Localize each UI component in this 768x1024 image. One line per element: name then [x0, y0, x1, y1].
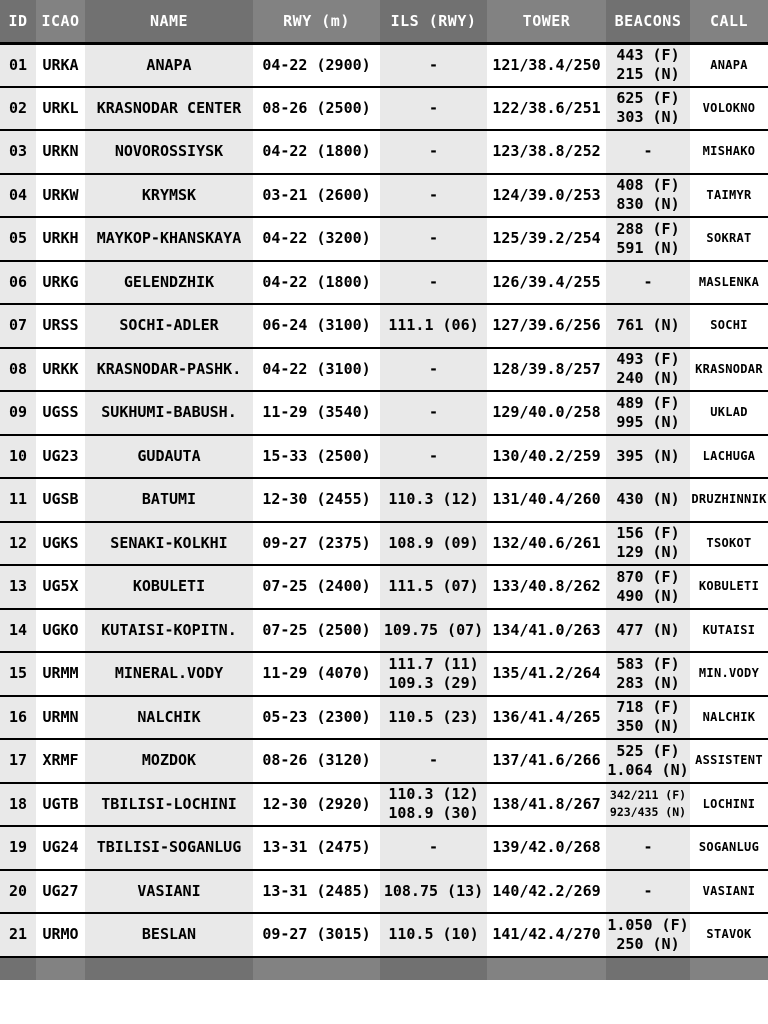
cell-line: 493 (F) — [616, 350, 680, 369]
cell-name: KUTAISI-KOPITN. — [85, 609, 253, 653]
cell-call: SOGANLUG — [690, 826, 768, 870]
cell-name: MOZDOK — [85, 739, 253, 783]
cell-tower: 132/40.6/261 — [487, 522, 606, 566]
cell-line: - — [428, 185, 439, 204]
cell-icao: UG24 — [36, 826, 85, 870]
cell-name: VASIANI — [85, 870, 253, 914]
cell-line: 109.75 (07) — [383, 620, 484, 639]
cell-icao: URSS — [36, 304, 85, 348]
cell-id: 18 — [0, 783, 36, 827]
cell-line: 525 (F) — [616, 741, 680, 760]
cell-line: 215 (N) — [616, 65, 680, 83]
cell-ils — [380, 348, 487, 392]
footer-band-rwy — [253, 958, 380, 980]
cell-line: 443 (F) — [616, 46, 680, 64]
cell-ils — [380, 478, 487, 522]
cell-beacons — [606, 391, 690, 435]
cell-call: ANAPA — [690, 43, 768, 87]
cell-id: 21 — [0, 913, 36, 957]
cell-line: - — [428, 446, 439, 465]
table-row — [0, 478, 768, 522]
cell-beacons — [606, 304, 690, 348]
cell-rwy: 07-25 (2500) — [253, 609, 380, 653]
cell-beacons — [606, 913, 690, 957]
cell-rwy: 11-29 (3540) — [253, 391, 380, 435]
footer-band-ils — [380, 958, 487, 980]
cell-name: SENAKI-KOLKHI — [85, 522, 253, 566]
cell-tower: 138/41.8/267 — [487, 783, 606, 827]
cell-ils — [380, 261, 487, 305]
cell-line: 240 (N) — [616, 369, 680, 388]
footer-band — [0, 958, 768, 980]
table-row — [0, 913, 768, 957]
cell-icao: UGKS — [36, 522, 85, 566]
cell-id: 17 — [0, 739, 36, 783]
cell-id: 02 — [0, 87, 36, 131]
cell-ils — [380, 783, 487, 827]
cell-beacons — [606, 174, 690, 218]
cell-name: SOCHI-ADLER — [85, 304, 253, 348]
table-row — [0, 609, 768, 653]
cell-beacons — [606, 87, 690, 131]
cell-tower: 141/42.4/270 — [487, 913, 606, 957]
cell-line: 489 (F) — [616, 393, 680, 412]
cell-id: 10 — [0, 435, 36, 479]
cell-icao: UG23 — [36, 435, 85, 479]
cell-line: 111.1 (06) — [388, 316, 479, 335]
cell-call: UKLAD — [690, 391, 768, 435]
cell-icao: XRMF — [36, 739, 85, 783]
cell-call: MISHAKO — [690, 130, 768, 174]
cell-line: - — [428, 142, 439, 161]
cell-line: 430 (N) — [616, 490, 680, 509]
cell-rwy: 11-29 (4070) — [253, 652, 380, 696]
cell-name: NALCHIK — [85, 696, 253, 740]
table-row — [0, 217, 768, 261]
cell-line: - — [428, 55, 439, 74]
cell-tower: 121/38.4/250 — [487, 43, 606, 87]
cell-tower: 134/41.0/263 — [487, 609, 606, 653]
cell-icao: URMO — [36, 913, 85, 957]
cell-ils — [380, 826, 487, 870]
cell-line: 111.5 (07) — [388, 577, 479, 596]
table-row — [0, 826, 768, 870]
cell-ils — [380, 913, 487, 957]
cell-tower: 133/40.8/262 — [487, 565, 606, 609]
cell-call: ASSISTENT — [690, 739, 768, 783]
cell-id: 07 — [0, 304, 36, 348]
cell-beacons — [606, 348, 690, 392]
cell-name: BATUMI — [85, 478, 253, 522]
cell-rwy: 13-31 (2485) — [253, 870, 380, 914]
cell-line: 110.5 (10) — [388, 925, 479, 944]
cell-icao: URMM — [36, 652, 85, 696]
cell-call: SOCHI — [690, 304, 768, 348]
cell-id: 06 — [0, 261, 36, 305]
cell-line: 110.3 (12) — [388, 785, 479, 804]
table-row — [0, 348, 768, 392]
cell-line: 108.9 (09) — [388, 533, 479, 552]
cell-line: 923/435 (N) — [609, 805, 687, 820]
cell-id: 03 — [0, 130, 36, 174]
cell-rwy: 09-27 (2375) — [253, 522, 380, 566]
cell-line: - — [643, 142, 653, 161]
cell-line: - — [428, 751, 439, 770]
cell-id: 09 — [0, 391, 36, 435]
cell-call: MIN.VODY — [690, 652, 768, 696]
cell-line: 1.050 (F) — [607, 915, 689, 934]
footer-band-id — [0, 958, 36, 980]
header-row — [0, 0, 768, 43]
cell-icao: UGSB — [36, 478, 85, 522]
cell-beacons — [606, 261, 690, 305]
cell-icao: URKW — [36, 174, 85, 218]
cell-line: 718 (F) — [616, 698, 680, 717]
cell-id: 05 — [0, 217, 36, 261]
cell-line: - — [428, 98, 439, 117]
cell-rwy: 04-22 (3200) — [253, 217, 380, 261]
cell-line: - — [428, 838, 439, 857]
cell-line: 350 (N) — [616, 717, 680, 736]
cell-ils — [380, 43, 487, 87]
cell-beacons — [606, 870, 690, 914]
cell-ils — [380, 522, 487, 566]
cell-ils — [380, 609, 487, 653]
cell-name: GELENDZHIK — [85, 261, 253, 305]
cell-line: 830 (N) — [616, 195, 680, 214]
cell-tower: 137/41.6/266 — [487, 739, 606, 783]
table-row — [0, 130, 768, 174]
cell-rwy: 09-27 (3015) — [253, 913, 380, 957]
table-row — [0, 696, 768, 740]
cell-name: NOVOROSSIYSK — [85, 130, 253, 174]
cell-line: 109.3 (29) — [388, 673, 479, 692]
column-header-name: NAME — [85, 0, 253, 43]
cell-rwy: 12-30 (2920) — [253, 783, 380, 827]
cell-icao: UGTB — [36, 783, 85, 827]
cell-ils — [380, 565, 487, 609]
cell-line: - — [643, 272, 653, 291]
footer-band-tower — [487, 958, 606, 980]
cell-line: 108.75 (13) — [383, 881, 484, 900]
cell-line: 288 (F) — [616, 219, 680, 238]
cell-rwy: 15-33 (2500) — [253, 435, 380, 479]
cell-rwy: 08-26 (2500) — [253, 87, 380, 131]
cell-name: TBILISI-LOCHINI — [85, 783, 253, 827]
cell-tower: 131/40.4/260 — [487, 478, 606, 522]
cell-id: 16 — [0, 696, 36, 740]
cell-beacons — [606, 739, 690, 783]
cell-name: KRYMSK — [85, 174, 253, 218]
cell-line: 625 (F) — [616, 89, 680, 108]
table-row — [0, 783, 768, 827]
cell-id: 14 — [0, 609, 36, 653]
cell-ils — [380, 870, 487, 914]
cell-tower: 124/39.0/253 — [487, 174, 606, 218]
cell-line: 408 (F) — [616, 176, 680, 195]
cell-icao: UGSS — [36, 391, 85, 435]
cell-ils — [380, 696, 487, 740]
cell-tower: 136/41.4/265 — [487, 696, 606, 740]
footer-band-beacons — [606, 958, 690, 980]
table-row — [0, 391, 768, 435]
table-body — [0, 43, 768, 957]
cell-name: TBILISI-SOGANLUG — [85, 826, 253, 870]
cell-line: 583 (F) — [616, 654, 680, 673]
footer-band-call — [690, 958, 768, 980]
cell-call: SOKRAT — [690, 217, 768, 261]
cell-icao: URKN — [36, 130, 85, 174]
cell-ils — [380, 217, 487, 261]
cell-beacons — [606, 652, 690, 696]
cell-line: 1.064 (N) — [607, 760, 689, 779]
cell-line: 156 (F) — [616, 524, 680, 543]
table-row — [0, 870, 768, 914]
cell-line: 395 (N) — [616, 446, 680, 465]
cell-call: MASLENKA — [690, 261, 768, 305]
cell-call: VOLOKNO — [690, 87, 768, 131]
cell-ils — [380, 652, 487, 696]
cell-icao: URKG — [36, 261, 85, 305]
cell-line: 870 (F) — [616, 567, 680, 586]
cell-line: - — [643, 838, 653, 857]
cell-icao: UG27 — [36, 870, 85, 914]
column-header-beacons: BEACONS — [606, 0, 690, 43]
cell-line: - — [643, 881, 653, 900]
table-row — [0, 304, 768, 348]
cell-line: 591 (N) — [616, 238, 680, 257]
cell-tower: 128/39.8/257 — [487, 348, 606, 392]
cell-line: - — [428, 272, 439, 291]
table-row — [0, 565, 768, 609]
cell-call: KRASNODAR — [690, 348, 768, 392]
column-header-call: CALL — [690, 0, 768, 43]
cell-ils — [380, 435, 487, 479]
column-header-tower: TOWER — [487, 0, 606, 43]
cell-rwy: 04-22 (3100) — [253, 348, 380, 392]
cell-name: ANAPA — [85, 43, 253, 87]
cell-call: DRUZHINNIK — [690, 478, 768, 522]
cell-id: 20 — [0, 870, 36, 914]
cell-line: 342/211 (F) — [609, 788, 687, 803]
cell-beacons — [606, 522, 690, 566]
cell-line: 110.5 (23) — [388, 707, 479, 726]
cell-line: 111.7 (11) — [388, 654, 479, 673]
cell-line: 110.3 (12) — [388, 490, 479, 509]
cell-icao: UG5X — [36, 565, 85, 609]
cell-name: GUDAUTA — [85, 435, 253, 479]
table-row — [0, 174, 768, 218]
cell-name: KOBULETI — [85, 565, 253, 609]
footer-band-name — [85, 958, 253, 980]
cell-call: LOCHINI — [690, 783, 768, 827]
cell-line: 283 (N) — [616, 673, 680, 692]
column-header-id: ID — [0, 0, 36, 43]
cell-beacons — [606, 43, 690, 87]
cell-rwy: 13-31 (2475) — [253, 826, 380, 870]
cell-icao: URKL — [36, 87, 85, 131]
cell-call: TSOKOT — [690, 522, 768, 566]
cell-line: - — [428, 359, 439, 378]
column-header-rwy: RWY (m) — [253, 0, 380, 43]
cell-rwy: 04-22 (1800) — [253, 261, 380, 305]
cell-rwy: 05-23 (2300) — [253, 696, 380, 740]
cell-icao: URKK — [36, 348, 85, 392]
cell-name: KRASNODAR CENTER — [85, 87, 253, 131]
cell-call: LACHUGA — [690, 435, 768, 479]
cell-beacons — [606, 609, 690, 653]
cell-rwy: 03-21 (2600) — [253, 174, 380, 218]
cell-rwy: 12-30 (2455) — [253, 478, 380, 522]
cell-rwy: 08-26 (3120) — [253, 739, 380, 783]
cell-id: 13 — [0, 565, 36, 609]
cell-id: 08 — [0, 348, 36, 392]
cell-ils — [380, 174, 487, 218]
cell-id: 15 — [0, 652, 36, 696]
cell-id: 12 — [0, 522, 36, 566]
cell-rwy: 04-22 (2900) — [253, 43, 380, 87]
cell-name: BESLAN — [85, 913, 253, 957]
cell-ils — [380, 391, 487, 435]
cell-call: STAVOK — [690, 913, 768, 957]
cell-call: KUTAISI — [690, 609, 768, 653]
cell-line: 303 (N) — [616, 108, 680, 127]
cell-beacons — [606, 565, 690, 609]
cell-beacons — [606, 826, 690, 870]
cell-call: NALCHIK — [690, 696, 768, 740]
cell-icao: URKH — [36, 217, 85, 261]
cell-name: MINERAL.VODY — [85, 652, 253, 696]
cell-tower: 125/39.2/254 — [487, 217, 606, 261]
cell-line: - — [428, 229, 439, 248]
cell-icao: URKA — [36, 43, 85, 87]
cell-line: 995 (N) — [616, 412, 680, 431]
table-row — [0, 739, 768, 783]
cell-tower: 129/40.0/258 — [487, 391, 606, 435]
cell-beacons — [606, 130, 690, 174]
cell-tower: 130/40.2/259 — [487, 435, 606, 479]
footer-band-icao — [36, 958, 85, 980]
cell-ils — [380, 739, 487, 783]
cell-line: 490 (N) — [616, 586, 680, 605]
cell-tower: 140/42.2/269 — [487, 870, 606, 914]
cell-beacons — [606, 783, 690, 827]
cell-tower: 126/39.4/255 — [487, 261, 606, 305]
cell-call: TAIMYR — [690, 174, 768, 218]
cell-line: 761 (N) — [616, 316, 680, 335]
table-row — [0, 43, 768, 87]
cell-tower: 123/38.8/252 — [487, 130, 606, 174]
cell-call: VASIANI — [690, 870, 768, 914]
cell-call: KOBULETI — [690, 565, 768, 609]
cell-tower: 135/41.2/264 — [487, 652, 606, 696]
cell-rwy: 07-25 (2400) — [253, 565, 380, 609]
table-row — [0, 261, 768, 305]
cell-line: 108.9 (30) — [388, 804, 479, 823]
cell-name: MAYKOP-KHANSKAYA — [85, 217, 253, 261]
cell-tower: 127/39.6/256 — [487, 304, 606, 348]
cell-line: - — [428, 403, 439, 422]
cell-beacons — [606, 696, 690, 740]
table-row — [0, 652, 768, 696]
cell-beacons — [606, 478, 690, 522]
cell-ils — [380, 130, 487, 174]
cell-name: SUKHUMI-BABUSH. — [85, 391, 253, 435]
cell-ils — [380, 304, 487, 348]
cell-tower: 122/38.6/251 — [487, 87, 606, 131]
cell-rwy: 06-24 (3100) — [253, 304, 380, 348]
cell-line: 129 (N) — [616, 543, 680, 562]
cell-beacons — [606, 435, 690, 479]
cell-icao: UGKO — [36, 609, 85, 653]
cell-id: 19 — [0, 826, 36, 870]
cell-name: KRASNODAR-PASHK. — [85, 348, 253, 392]
cell-id: 11 — [0, 478, 36, 522]
cell-line: 477 (N) — [616, 620, 680, 639]
cell-id: 01 — [0, 43, 36, 87]
table-row — [0, 435, 768, 479]
cell-ils — [380, 87, 487, 131]
cell-tower: 139/42.0/268 — [487, 826, 606, 870]
cell-line: 250 (N) — [616, 934, 680, 953]
table-row — [0, 87, 768, 131]
cell-icao: URMN — [36, 696, 85, 740]
cell-id: 04 — [0, 174, 36, 218]
column-header-icao: ICAO — [36, 0, 85, 43]
table-row — [0, 522, 768, 566]
cell-rwy: 04-22 (1800) — [253, 130, 380, 174]
cell-beacons — [606, 217, 690, 261]
column-header-ils: ILS (RWY) — [380, 0, 487, 43]
